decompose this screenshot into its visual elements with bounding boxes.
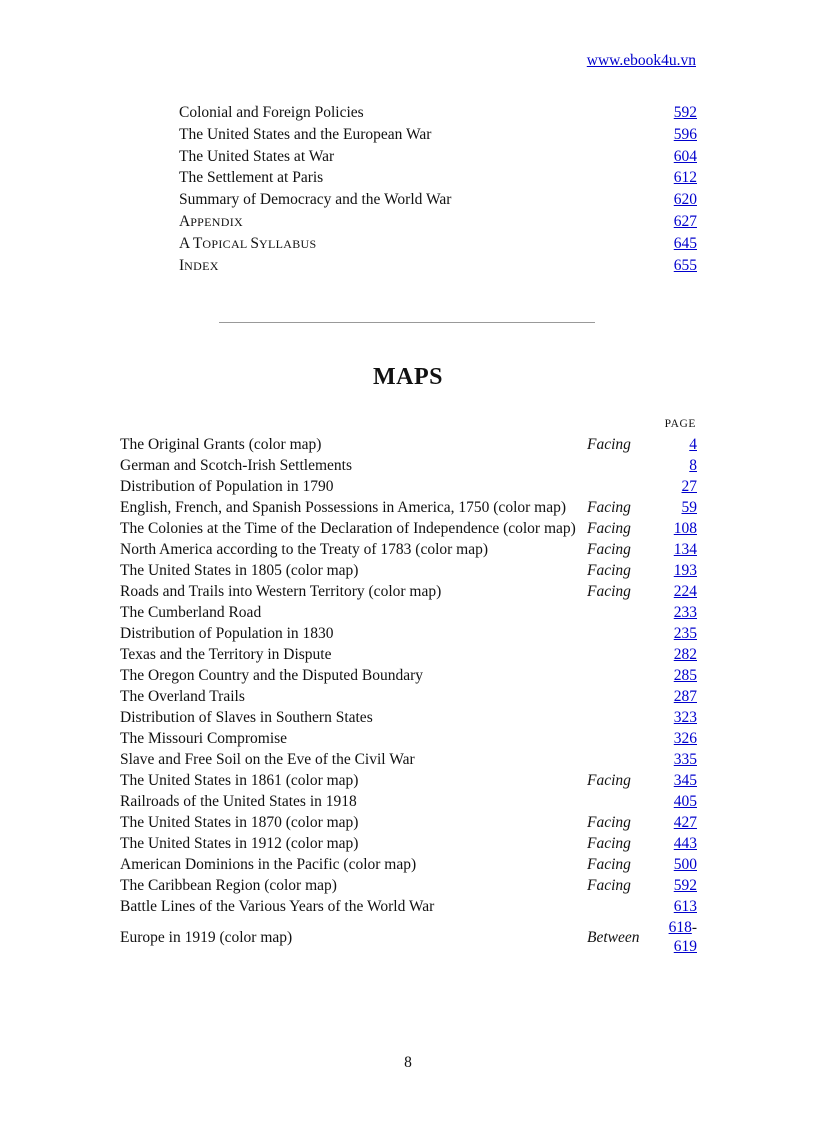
contents-row: [179, 189, 697, 211]
map-page-link[interactable]: 282: [673, 646, 697, 663]
map-title: Texas and the Territory in Dispute: [120, 646, 332, 663]
map-page-cell: [649, 854, 697, 875]
map-page-link[interactable]: 427: [673, 814, 697, 831]
map-title: The United States in 1861 (color map): [120, 772, 359, 789]
map-title: North America according to the Treaty of 1783 (color map): [120, 541, 489, 558]
map-placement: [587, 728, 649, 749]
map-page-cell: [649, 812, 697, 833]
map-title: The United States in 1805 (color map): [120, 562, 359, 579]
map-title: Europe in 1919 (color map): [120, 928, 293, 946]
map-placement: [587, 665, 649, 686]
map-title: German and Scotch-Irish Settlements: [120, 457, 353, 474]
map-page-cell: [649, 770, 697, 791]
maps-table-body: [120, 434, 697, 957]
small-caps-initial: A T: [179, 234, 203, 252]
map-placement: [587, 623, 649, 644]
map-page-link[interactable]: 233: [673, 604, 697, 621]
map-page-cell: [649, 476, 697, 497]
map-page-cell: [649, 728, 697, 749]
map-title: Slave and Free Soil on the Eve of the Civil War: [120, 751, 415, 768]
map-placement: Facing: [587, 814, 631, 831]
map-page-link[interactable]: 4: [689, 436, 697, 453]
contents-row: [179, 167, 697, 189]
map-row: [120, 623, 697, 644]
map-page-link[interactable]: 27: [681, 478, 697, 495]
contents-row-index: [179, 255, 697, 277]
small-caps-initial: A: [179, 212, 191, 230]
map-page-cell: [649, 833, 697, 854]
map-page-link[interactable]: 8: [689, 457, 697, 474]
map-title: The Missouri Compromise: [120, 730, 288, 747]
contents-title: Summary of Democracy and the World War: [179, 191, 452, 209]
contents-page-link[interactable]: 655: [673, 256, 697, 274]
map-row: [120, 497, 697, 518]
map-page-cell: [649, 917, 697, 957]
map-placement: [587, 686, 649, 707]
map-page-link[interactable]: 443: [673, 835, 697, 852]
map-row: [120, 539, 697, 560]
map-placement: Facing: [587, 562, 631, 579]
contents-row: [179, 124, 697, 146]
contents-page-link[interactable]: 645: [673, 234, 697, 252]
map-page-link[interactable]: 345: [673, 772, 697, 789]
contents-title: Colonial and Foreign Policies: [179, 104, 364, 121]
map-row: [120, 476, 697, 497]
map-row: [120, 854, 697, 875]
map-placement: Facing: [587, 541, 631, 558]
map-row: [120, 707, 697, 728]
map-page-cell: [649, 791, 697, 812]
map-page-cell: [649, 686, 697, 707]
map-row: [120, 686, 697, 707]
map-placement: Facing: [587, 856, 631, 873]
map-page-cell: [649, 497, 697, 518]
map-row: [120, 455, 697, 476]
map-page-link[interactable]: 224: [673, 583, 697, 600]
map-page-link[interactable]: 323: [673, 709, 697, 726]
site-link[interactable]: www.ebook4u.vn: [586, 52, 696, 69]
map-placement: [587, 476, 649, 497]
map-title: The Original Grants (color map): [120, 436, 322, 453]
contents-title-syllabus: [179, 233, 316, 255]
map-title: The Colonies at the Time of the Declaration of Independence (color map): [120, 520, 576, 537]
map-placement: Facing: [587, 520, 631, 537]
map-title: The Overland Trails: [120, 688, 245, 705]
map-row: [120, 665, 697, 686]
section-divider: [219, 322, 595, 323]
map-placement: Between: [587, 928, 640, 946]
small-caps-rest: YLLABUS: [259, 236, 317, 251]
map-page-cell: [649, 644, 697, 665]
contents-title-index: [179, 255, 219, 277]
map-title: Distribution of Slaves in Southern States: [120, 709, 373, 726]
map-page-cell: [649, 875, 697, 896]
map-page-link[interactable]: 335: [673, 751, 697, 768]
contents-page-link[interactable]: 627: [673, 212, 697, 230]
map-title: Battle Lines of the Various Years of the World War: [120, 898, 435, 915]
map-row: [120, 896, 697, 917]
small-caps-initial: I: [179, 256, 185, 274]
contents-row: [179, 146, 697, 168]
map-page-link[interactable]: 134: [673, 541, 697, 558]
map-title: The United States in 1912 (color map): [120, 835, 359, 852]
map-row: [120, 749, 697, 770]
map-page-cell: [649, 455, 697, 476]
map-page-cell: [649, 707, 697, 728]
map-row: [120, 812, 697, 833]
map-page-cell: [649, 581, 697, 602]
map-title: American Dominions in the Pacific (color map): [120, 856, 417, 873]
map-placement: Facing: [587, 499, 631, 516]
contents-title-appendix: [179, 211, 243, 233]
map-page-link[interactable]: 619: [673, 938, 697, 955]
small-caps-rest: PPENDIX: [190, 214, 243, 229]
map-placement: [587, 455, 649, 476]
map-title: The Cumberland Road: [120, 604, 262, 621]
map-row: [120, 917, 697, 957]
map-placement: [587, 707, 649, 728]
contents-title: The Settlement at Paris: [179, 169, 324, 187]
map-row: [120, 518, 697, 539]
contents-page-link[interactable]: 604: [673, 147, 697, 165]
map-page-link[interactable]: 326: [673, 730, 697, 747]
small-caps-rest: OPICAL: [202, 236, 251, 251]
page-number: 8: [404, 1054, 412, 1071]
map-page-cell: [649, 602, 697, 623]
map-title: Railroads of the United States in 1918: [120, 793, 357, 810]
map-page-cell: [649, 749, 697, 770]
map-row: [120, 434, 697, 455]
contents-page-link[interactable]: 592: [673, 104, 697, 121]
page-column-label: PAGE: [664, 418, 696, 430]
map-placement: Facing: [587, 772, 631, 789]
map-title: English, French, and Spanish Possessions in America, 1750 (color map): [120, 499, 567, 516]
map-page-link[interactable]: 59: [681, 499, 697, 516]
map-page-link[interactable]: 193: [673, 562, 697, 579]
map-placement: Facing: [587, 835, 631, 852]
map-placement: [587, 896, 649, 917]
map-placement: [587, 644, 649, 665]
map-page-link[interactable]: 405: [673, 793, 697, 810]
map-page-cell: [649, 896, 697, 917]
maps-heading: MAPS: [373, 364, 443, 390]
map-title: The Oregon Country and the Disputed Boundary: [120, 667, 424, 684]
map-page-cell: [649, 560, 697, 581]
map-placement: [587, 749, 649, 770]
map-row: [120, 644, 697, 665]
contents-row: [179, 102, 697, 124]
map-placement: [587, 791, 649, 812]
map-page-cell: [649, 623, 697, 644]
map-title: The United States in 1870 (color map): [120, 814, 359, 831]
map-row: [120, 581, 697, 602]
map-page-link[interactable]: 287: [673, 688, 697, 705]
map-row: [120, 770, 697, 791]
map-page-link[interactable]: 618: [668, 919, 692, 936]
contents-title: The United States and the European War: [179, 125, 432, 143]
map-page-cell: [649, 434, 697, 455]
map-page-cell: [649, 518, 697, 539]
contents-list: [179, 102, 697, 276]
map-page-link[interactable]: 108: [673, 520, 697, 537]
contents-title: The United States at War: [179, 147, 335, 165]
contents-page-link[interactable]: 596: [673, 125, 697, 143]
map-row: [120, 728, 697, 749]
map-page-link[interactable]: 613: [673, 898, 697, 915]
map-page-link[interactable]: 235: [673, 625, 697, 642]
contents-row-syllabus: [179, 233, 697, 255]
map-title: The Caribbean Region (color map): [120, 877, 337, 894]
contents-page-link[interactable]: 612: [673, 169, 697, 187]
map-page-cell: [649, 539, 697, 560]
map-placement: Facing: [587, 877, 631, 894]
small-caps-initial: S: [250, 234, 260, 252]
map-title: Distribution of Population in 1830: [120, 625, 334, 642]
map-placement: Facing: [587, 436, 631, 453]
contents-page-link[interactable]: 620: [673, 191, 697, 209]
map-page-link[interactable]: 500: [673, 856, 697, 873]
map-row: [120, 560, 697, 581]
map-title: Distribution of Population in 1790: [120, 478, 334, 495]
map-row: [120, 602, 697, 623]
map-placement: Facing: [587, 583, 631, 600]
map-page-cell: [649, 665, 697, 686]
page-range-separator: -: [691, 919, 697, 936]
map-page-link[interactable]: 285: [673, 667, 697, 684]
small-caps-rest: NDEX: [184, 258, 219, 273]
map-row: [120, 833, 697, 854]
map-row: [120, 791, 697, 812]
map-page-link[interactable]: 592: [673, 877, 697, 894]
map-title: Roads and Trails into Western Territory (color map): [120, 583, 442, 600]
contents-row-appendix: [179, 211, 697, 233]
maps-table: [120, 434, 697, 957]
map-row: [120, 875, 697, 896]
map-placement: [587, 602, 649, 623]
